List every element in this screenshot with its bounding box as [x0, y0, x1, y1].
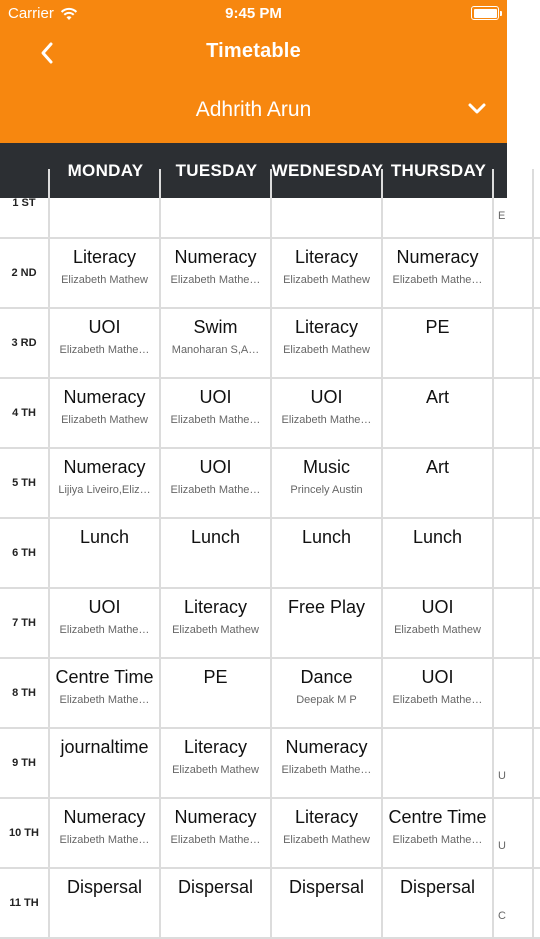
teacher-name: Princely Austin — [290, 484, 363, 496]
period-label: 7 TH — [0, 589, 50, 657]
teacher-name: Elizabeth Mathe… — [392, 274, 483, 286]
period-label: 6 TH — [0, 519, 50, 587]
subject-name: Art — [425, 457, 449, 477]
teacher-name: Elizabeth Mathew — [61, 274, 148, 286]
timetable-cell-partial[interactable] — [494, 309, 534, 377]
subject-name — [383, 737, 492, 758]
period-label: 2 ND — [0, 239, 50, 307]
status-time: 9:45 PM — [225, 5, 282, 22]
timetable-row — [0, 379, 540, 449]
subject-name: Literacy — [294, 317, 359, 337]
subject-name: Lunch — [301, 527, 352, 547]
subject-name: Lunch — [190, 527, 241, 547]
day-label: WEDNESDAY — [271, 160, 384, 180]
app-header — [0, 0, 507, 143]
timetable-cell[interactable] — [161, 589, 272, 657]
teacher-name: Lijiya Liveiro,Eliz… — [58, 484, 151, 496]
timetable-cell-partial[interactable] — [494, 169, 534, 237]
timetable-cell[interactable] — [272, 379, 383, 447]
teacher-name: Deepak M P — [296, 694, 357, 706]
subject-name: Free Play — [287, 597, 366, 617]
timetable-cell[interactable] — [383, 169, 494, 237]
subject-name: Numeracy — [174, 807, 257, 827]
timetable-cell[interactable] — [272, 729, 383, 797]
teacher-name: Elizabeth Mathe… — [170, 484, 261, 496]
subject-name: Numeracy — [285, 737, 368, 757]
timetable-cell[interactable] — [161, 379, 272, 447]
timetable-row — [0, 309, 540, 379]
subject-name: UOI — [199, 387, 232, 407]
subject-name: UOI — [88, 597, 121, 617]
timetable-row — [0, 239, 540, 309]
period-label: 3 RD — [0, 309, 50, 377]
period-label: 8 TH — [0, 659, 50, 727]
timetable-cell[interactable] — [383, 659, 494, 727]
subject-name — [383, 177, 492, 198]
timetable-cell[interactable] — [50, 729, 161, 797]
timetable-cell-partial[interactable] — [494, 379, 534, 447]
timetable-cell[interactable] — [50, 589, 161, 657]
subject-name: Numeracy — [174, 247, 257, 267]
subject-name: journaltime — [60, 737, 149, 757]
subject-name: UOI — [421, 597, 454, 617]
day-label: TUESDAY — [175, 160, 258, 180]
timetable-cell[interactable] — [383, 589, 494, 657]
subject-name: Lunch — [412, 527, 463, 547]
timetable-cell-partial[interactable] — [494, 519, 534, 587]
subject-name: Lunch — [79, 527, 130, 547]
teacher-name: Elizabeth Mathe… — [170, 274, 261, 286]
timetable-cell[interactable] — [383, 379, 494, 447]
teacher-name: Elizabeth Mathew — [283, 834, 370, 846]
subject-name — [272, 177, 381, 198]
timetable-cell[interactable] — [383, 799, 494, 867]
teacher-name: Elizabeth Mathew — [172, 764, 259, 776]
timetable-row — [0, 869, 540, 939]
teacher-name: Elizabeth Mathe… — [281, 414, 372, 426]
timetable-cell[interactable] — [161, 239, 272, 307]
timetable-cell[interactable] — [272, 309, 383, 377]
subject-name: Centre Time — [55, 667, 154, 687]
timetable-row — [0, 729, 540, 799]
timetable-cell[interactable] — [272, 659, 383, 727]
timetable-cell-partial[interactable] — [494, 589, 534, 657]
period-label: 11 TH — [0, 869, 50, 937]
timetable-cell[interactable] — [383, 309, 494, 377]
subject-name: Literacy — [294, 247, 359, 267]
subject-name: Dispersal — [399, 877, 476, 897]
timetable-cell-partial[interactable] — [494, 449, 534, 517]
teacher-name: Elizabeth Mathew — [283, 274, 370, 286]
teacher-name: U — [498, 770, 506, 782]
timetable-cell[interactable] — [50, 449, 161, 517]
timetable-cell[interactable] — [161, 519, 272, 587]
timetable-cell[interactable] — [272, 869, 383, 937]
timetable-cell[interactable] — [50, 799, 161, 867]
subject-name: Dispersal — [66, 877, 143, 897]
chevron-down-icon — [467, 102, 487, 116]
timetable-cell[interactable] — [50, 659, 161, 727]
timetable-cell[interactable] — [161, 799, 272, 867]
teacher-name: C — [498, 910, 506, 922]
timetable-cell[interactable] — [50, 309, 161, 377]
timetable-cell[interactable] — [50, 379, 161, 447]
teacher-name: Elizabeth Mathe… — [59, 624, 150, 636]
teacher-name: Elizabeth Mathe… — [281, 764, 372, 776]
timetable-cell[interactable] — [383, 239, 494, 307]
subject-name: Dispersal — [177, 877, 254, 897]
teacher-name: U — [498, 840, 506, 852]
timetable-cell[interactable] — [161, 869, 272, 937]
timetable-cell[interactable] — [161, 659, 272, 727]
timetable-cell[interactable] — [272, 169, 383, 237]
timetable-cell[interactable] — [50, 169, 161, 237]
period-label: 10 TH — [0, 799, 50, 867]
timetable-cell[interactable] — [50, 239, 161, 307]
teacher-name: Elizabeth Mathe… — [59, 834, 150, 846]
carrier-label: Carrier — [8, 5, 54, 22]
teacher-name: Elizabeth Mathew — [394, 624, 481, 636]
subject-name: Literacy — [72, 247, 137, 267]
teacher-name: Elizabeth Mathe… — [59, 344, 150, 356]
teacher-name: Elizabeth Mathe… — [59, 694, 150, 706]
timetable-row — [0, 589, 540, 659]
battery-icon — [471, 6, 499, 20]
subject-name: PE — [203, 667, 228, 687]
subject-name: UOI — [88, 317, 121, 337]
timetable-cell-partial[interactable] — [494, 659, 534, 727]
timetable-row — [0, 799, 540, 869]
teacher-name: Elizabeth Mathe… — [170, 834, 261, 846]
timetable-cell[interactable] — [383, 519, 494, 587]
subject-name: Numeracy — [396, 247, 479, 267]
subject-name — [50, 177, 159, 198]
teacher-name: Elizabeth Mathe… — [392, 694, 483, 706]
timetable-cell-partial[interactable] — [494, 799, 534, 867]
period-label: 5 TH — [0, 449, 50, 517]
subject-name: UOI — [421, 667, 454, 687]
subject-name: Literacy — [183, 737, 248, 757]
timetable-row — [0, 449, 540, 519]
timetable-cell[interactable] — [272, 799, 383, 867]
subject-name: Centre Time — [388, 807, 487, 827]
timetable-cell[interactable] — [272, 449, 383, 517]
timetable-cell[interactable] — [50, 519, 161, 587]
teacher-name: Manoharan S,A… — [171, 344, 260, 356]
teacher-name: E — [498, 210, 506, 222]
timetable-row — [0, 519, 540, 589]
subject-name: UOI — [310, 387, 343, 407]
timetable-cell-partial[interactable] — [494, 239, 534, 307]
teacher-name: Elizabeth Mathew — [172, 624, 259, 636]
subject-name: Art — [425, 387, 449, 407]
student-name: Adhrith Arun — [195, 98, 312, 121]
subject-name: Literacy — [294, 807, 359, 827]
subject-name: Numeracy — [63, 457, 146, 477]
subject-name: Dance — [300, 667, 353, 687]
timetable-cell[interactable] — [272, 239, 383, 307]
status-bar — [0, 0, 507, 28]
subject-name: Numeracy — [63, 387, 146, 407]
subject-name: PE — [425, 317, 450, 337]
subject-name: Dispersal — [288, 877, 365, 897]
student-selector[interactable] — [0, 88, 507, 134]
timetable-cell[interactable] — [272, 589, 383, 657]
timetable-cell-partial[interactable] — [494, 729, 534, 797]
timetable-cell-partial[interactable] — [494, 869, 534, 937]
period-label: 1 ST — [0, 169, 50, 237]
timetable-cell[interactable] — [272, 519, 383, 587]
subject-name: Swim — [193, 317, 238, 337]
day-label: MONDAY — [67, 160, 144, 180]
subject-name: Numeracy — [63, 807, 146, 827]
timetable-grid[interactable] — [0, 197, 507, 922]
page-title: Timetable — [206, 40, 301, 62]
timetable-cell[interactable] — [161, 449, 272, 517]
timetable-cell[interactable] — [161, 169, 272, 237]
period-label: 4 TH — [0, 379, 50, 447]
subject-name — [161, 177, 270, 198]
timetable-cell[interactable] — [383, 449, 494, 517]
teacher-name: Elizabeth Mathe… — [392, 834, 483, 846]
teacher-name: Elizabeth Mathew — [283, 344, 370, 356]
teacher-name: Elizabeth Mathe… — [170, 414, 261, 426]
timetable-row — [0, 659, 540, 729]
teacher-name: Elizabeth Mathew — [61, 414, 148, 426]
subject-name: UOI — [199, 457, 232, 477]
timetable-cell[interactable] — [383, 869, 494, 937]
period-label: 9 TH — [0, 729, 50, 797]
timetable-cell[interactable] — [50, 869, 161, 937]
timetable-cell[interactable] — [161, 729, 272, 797]
timetable-row — [0, 169, 540, 239]
subject-name: Music — [302, 457, 350, 477]
day-label: THURSDAY — [390, 160, 487, 180]
timetable-cell[interactable] — [383, 729, 494, 797]
timetable-cell[interactable] — [161, 309, 272, 377]
subject-name: Literacy — [183, 597, 248, 617]
